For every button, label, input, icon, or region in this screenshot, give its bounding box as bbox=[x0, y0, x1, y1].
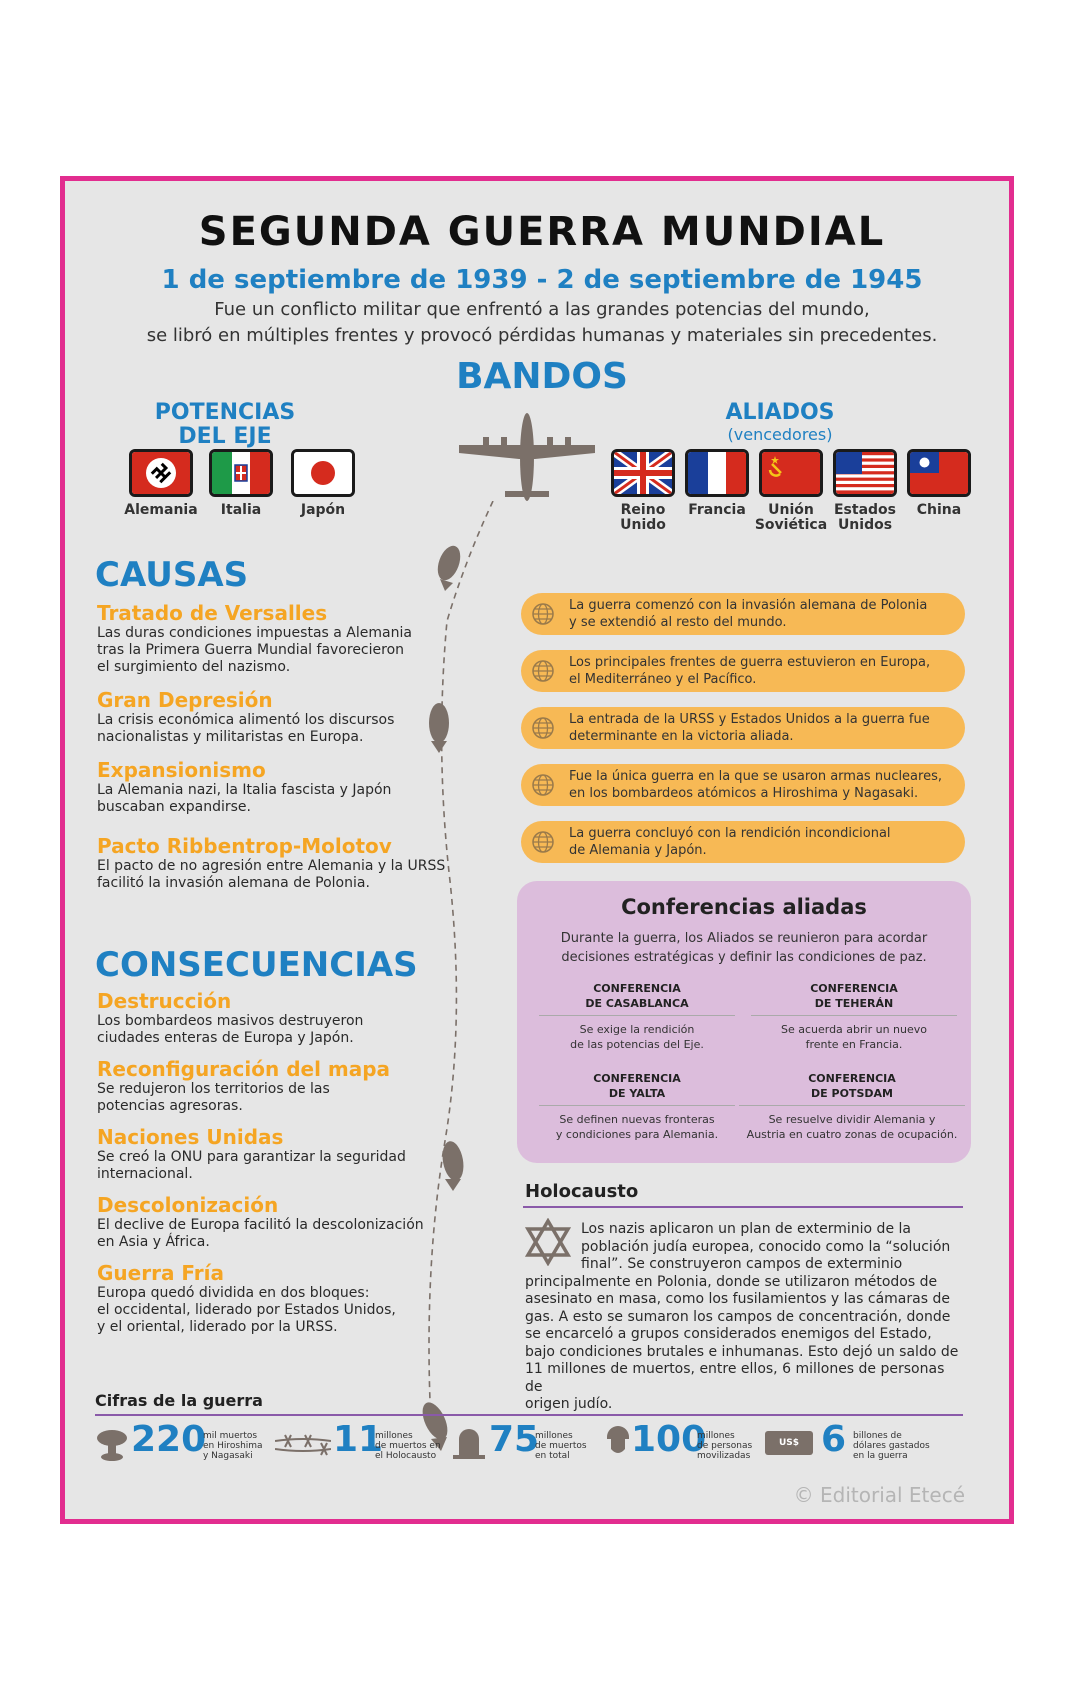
conferencias-title: Conferencias aliadas bbox=[621, 895, 867, 919]
stat-label bbox=[535, 1431, 595, 1461]
conferencia-name: DE TEHERÁN bbox=[814, 997, 894, 1010]
flag-label: Italia bbox=[220, 502, 262, 518]
ussr-flag-icon bbox=[759, 449, 823, 497]
fact-text bbox=[569, 768, 959, 802]
consecuencia-text: ciudades enteras de Europa y Japón. bbox=[97, 1030, 354, 1046]
causas-list bbox=[97, 601, 467, 892]
causa-text: buscaban expandirse. bbox=[97, 799, 251, 815]
stat-label-line: y Nagasaki bbox=[203, 1451, 253, 1461]
holocausto-title: Holocausto bbox=[525, 1181, 639, 1202]
china-flag-icon bbox=[907, 449, 971, 497]
intro-line: Fue un conflicto militar que enfrentó a las grandes potencias del mundo, bbox=[214, 299, 870, 320]
consecuencia-heading: Guerra Fría bbox=[97, 1261, 225, 1285]
eje-title-line: POTENCIAS bbox=[154, 400, 296, 425]
stat-label-line: millones bbox=[375, 1431, 413, 1441]
consecuencias-title: CONSECUENCIAS bbox=[95, 945, 418, 985]
conferencia-potsdam bbox=[739, 1071, 965, 1142]
conferencia-casablanca bbox=[539, 981, 735, 1052]
consecuencia-heading: Descolonización bbox=[97, 1193, 279, 1217]
consecuencia-text: El declive de Europa facilitó la descolonización bbox=[97, 1217, 424, 1233]
mushroom-cloud-icon bbox=[95, 1429, 129, 1461]
holocausto-line: gas. A esto se sumaron los campos de concentración, donde bbox=[525, 1308, 951, 1325]
conferencia-label: CONFERENCIA bbox=[593, 982, 681, 995]
consecuencia-text: Los bombardeos masivos destruyeron bbox=[97, 1013, 364, 1029]
uk-flag-icon bbox=[611, 449, 675, 497]
stat-label-line: dólares gastados bbox=[853, 1441, 930, 1451]
fact-text bbox=[569, 825, 959, 859]
conferencias-intro-line: Durante la guerra, los Aliados se reunieron para acordar bbox=[560, 931, 928, 946]
globe-icon bbox=[531, 830, 555, 854]
causa-heading: Gran Depresión bbox=[97, 688, 273, 712]
holocausto-line: final”. Se construyeron campos de exterminio bbox=[581, 1256, 903, 1272]
globe-icon bbox=[531, 716, 555, 740]
stat-label-line: millones bbox=[697, 1431, 735, 1441]
globe-icon bbox=[531, 602, 555, 626]
causa-text: La Alemania nazi, la Italia fascista y Japón bbox=[97, 782, 392, 798]
flag-label bbox=[899, 503, 979, 518]
stat-label-line: millones bbox=[535, 1431, 573, 1441]
conferencias-intro bbox=[517, 929, 971, 967]
flag-label: Japón bbox=[300, 502, 346, 518]
fact-text bbox=[569, 597, 959, 631]
aliados-subtitle: (vencedores) bbox=[727, 425, 833, 444]
stat-label bbox=[697, 1431, 757, 1461]
consecuencia-item bbox=[97, 1193, 477, 1251]
consecuencia-text: internacional. bbox=[97, 1166, 193, 1182]
fact-line: La guerra comenzó con la invasión alemana de Polonia bbox=[569, 598, 928, 613]
date-range: 1 de septiembre de 1939 - 2 de septiembre de 1945 bbox=[161, 265, 923, 295]
holocausto-line: asesinato en masa, como los fusilamientos y las cámaras de bbox=[525, 1291, 950, 1307]
eje-title bbox=[125, 401, 325, 449]
consecuencia-text: potencias agresoras. bbox=[97, 1098, 243, 1114]
section-divider bbox=[95, 1414, 963, 1416]
conferencias-intro-line: decisiones estratégicas y definir las condiciones de paz. bbox=[561, 950, 927, 965]
poster bbox=[60, 176, 1014, 1524]
causa-text: tras la Primera Guerra Mundial favorecieron bbox=[97, 642, 405, 658]
flag-label-line: Unión bbox=[768, 502, 814, 518]
flag-label-line: China bbox=[916, 502, 962, 518]
stat-label-line: movilizadas bbox=[697, 1451, 751, 1461]
flag-label bbox=[677, 503, 757, 518]
causa-item bbox=[97, 601, 467, 676]
usa-flag-icon bbox=[833, 449, 897, 497]
consecuencia-heading: Destrucción bbox=[97, 989, 232, 1013]
conferencia-label: CONFERENCIA bbox=[810, 982, 898, 995]
stat-label-line: mil muertos bbox=[203, 1431, 258, 1441]
holocausto-line: 11 millones de muertos, entre ellos, 6 millones de personas de bbox=[525, 1361, 945, 1395]
conferencia-yalta bbox=[539, 1071, 735, 1142]
fact-line: el Mediterráneo y el Pacífico. bbox=[569, 672, 757, 687]
holocausto-line: bajo condiciones brutales e inhumanas. Esto dejó un saldo de bbox=[525, 1343, 959, 1360]
tombstone-icon bbox=[451, 1427, 487, 1459]
causa-heading: Pacto Ribbentrop-Molotov bbox=[97, 834, 392, 858]
stat-label-line: de muertos bbox=[535, 1441, 587, 1451]
conferencia-text: de las potencias del Eje. bbox=[570, 1038, 704, 1051]
conferencia-teheran bbox=[751, 981, 957, 1052]
conferencia-label: CONFERENCIA bbox=[593, 1072, 681, 1085]
fact-pill bbox=[521, 707, 965, 749]
causa-text: facilitó la invasión alemana de Polonia. bbox=[97, 875, 370, 891]
section-divider bbox=[523, 1206, 963, 1208]
bomber-plane-icon bbox=[457, 409, 597, 505]
conferencia-text: Se exige la rendición bbox=[579, 1023, 695, 1036]
conferencia-text: Se acuerda abrir un nuevo bbox=[780, 1023, 928, 1036]
flag-label-line: Unido bbox=[620, 517, 666, 533]
consecuencia-item bbox=[97, 1057, 477, 1115]
fact-text bbox=[569, 654, 959, 688]
causa-text: el surgimiento del nazismo. bbox=[97, 659, 291, 675]
germany-flag-icon bbox=[129, 449, 193, 497]
consecuencia-text: en Asia y África. bbox=[97, 1234, 210, 1250]
fact-line: Los principales frentes de guerra estuvieron en Europa, bbox=[569, 655, 931, 670]
holocausto-line: principalmente en Polonia, donde se utilizaron métodos de bbox=[525, 1273, 938, 1290]
consecuencia-item bbox=[97, 1261, 477, 1336]
causa-text: El pacto de no agresión entre Alemania y la URSS bbox=[97, 858, 446, 874]
causas-title: CAUSAS bbox=[95, 555, 249, 595]
aliados-title-text: ALIADOS bbox=[725, 400, 835, 425]
france-flag-icon bbox=[685, 449, 749, 497]
causa-text: nacionalistas y militaristas en Europa. bbox=[97, 729, 364, 745]
stat-label-line: en total bbox=[535, 1451, 570, 1461]
conferencia-text: Se resuelve dividir Alemania y bbox=[768, 1113, 936, 1126]
fact-line: en los bombardeos atómicos a Hiroshima y Nagasaki. bbox=[569, 786, 919, 801]
soldier-head-icon bbox=[605, 1425, 631, 1459]
causa-item bbox=[97, 758, 467, 816]
holocausto-line: se encarceló a grupos considerados enemigos del Estado, bbox=[525, 1326, 932, 1342]
aliados-title bbox=[675, 401, 885, 445]
intro-line: se libró en múltiples frentes y provocó pérdidas humanas y materiales sin precedentes. bbox=[146, 325, 938, 346]
causa-heading: Expansionismo bbox=[97, 758, 266, 782]
page-title: SEGUNDA GUERRA MUNDIAL bbox=[198, 209, 886, 255]
conferencia-text: frente en Francia. bbox=[805, 1038, 903, 1051]
stat-label-line: el Holocausto bbox=[375, 1451, 437, 1461]
italy-flag-icon bbox=[209, 449, 273, 497]
conferencias-box bbox=[517, 881, 971, 1163]
fact-pill bbox=[521, 593, 965, 635]
fact-line: Fue la única guerra en la que se usaron armas nucleares, bbox=[569, 769, 942, 784]
intro-text bbox=[65, 297, 1019, 349]
consecuencia-text: Europa quedó dividida en dos bloques: bbox=[97, 1285, 370, 1301]
causa-text: Las duras condiciones impuestas a Alemania bbox=[97, 625, 412, 641]
flag-label-line: Soviética bbox=[754, 517, 828, 533]
holocausto-line: origen judío. bbox=[525, 1396, 613, 1412]
causa-heading: Tratado de Versalles bbox=[97, 601, 328, 625]
bandos-title: BANDOS bbox=[456, 356, 628, 397]
stat-label bbox=[375, 1431, 445, 1461]
holocausto-line: población judía europea, conocido como la “solución bbox=[581, 1238, 951, 1255]
conferencia-text: y condiciones para Alemania. bbox=[555, 1128, 719, 1141]
globe-icon bbox=[531, 659, 555, 683]
stat-label bbox=[853, 1431, 933, 1461]
fact-pill bbox=[521, 650, 965, 692]
causa-text: La crisis económica alimentó los discursos bbox=[97, 712, 395, 728]
causa-item bbox=[97, 834, 467, 892]
conferencia-text: Se definen nuevas fronteras bbox=[559, 1113, 715, 1126]
conferencia-name: DE CASABLANCA bbox=[585, 997, 689, 1010]
stat-label-line: de muertos en bbox=[375, 1441, 441, 1451]
consecuencia-text: Se redujeron los territorios de las bbox=[97, 1081, 330, 1097]
flag-label bbox=[751, 503, 831, 533]
editorial-credit: © Editorial Etecé bbox=[793, 1483, 965, 1507]
consecuencia-item bbox=[97, 1125, 477, 1183]
fact-line: determinante en la victoria aliada. bbox=[569, 729, 794, 744]
fact-line: y se extendió al resto del mundo. bbox=[569, 615, 787, 630]
stat-label bbox=[203, 1431, 273, 1461]
causa-item bbox=[97, 688, 467, 746]
consecuencia-text: y el oriental, liderado por la URSS. bbox=[97, 1319, 338, 1335]
money-icon: US$ bbox=[765, 1431, 813, 1455]
stat-value: 6 bbox=[821, 1419, 847, 1460]
consecuencia-item bbox=[97, 989, 477, 1047]
stat-value: 100 bbox=[631, 1419, 707, 1460]
fact-line: La entrada de la URSS y Estados Unidos a la guerra fue bbox=[569, 712, 930, 727]
consecuencia-heading: Naciones Unidas bbox=[97, 1125, 284, 1149]
japan-flag-icon bbox=[291, 449, 355, 497]
eje-title-line: DEL EJE bbox=[178, 424, 272, 449]
holocausto-line: Los nazis aplicaron un plan de exterminio de la bbox=[581, 1221, 911, 1237]
barbed-wire-icon bbox=[275, 1433, 331, 1457]
fact-pill bbox=[521, 764, 965, 806]
cifras-title: Cifras de la guerra bbox=[95, 1391, 263, 1410]
consecuencias-list bbox=[97, 989, 477, 1336]
fact-line: de Alemania y Japón. bbox=[569, 843, 707, 858]
holocausto-text bbox=[525, 1221, 965, 1414]
fact-text bbox=[569, 711, 959, 745]
flag-label bbox=[603, 503, 683, 533]
stat-label-line: en Hiroshima bbox=[203, 1441, 263, 1451]
consecuencia-text: Se creó la ONU para garantizar la seguridad bbox=[97, 1149, 406, 1165]
flag-label-line: Reino bbox=[620, 502, 666, 518]
stat-label-line: billones de bbox=[853, 1431, 902, 1441]
flag-label-line: Unidos bbox=[837, 517, 893, 533]
conferencia-text: Austria en cuatro zonas de ocupación. bbox=[746, 1128, 958, 1141]
stat-value: 220 bbox=[131, 1419, 207, 1460]
fact-pill bbox=[521, 821, 965, 863]
globe-icon bbox=[531, 773, 555, 797]
stat-value: 75 bbox=[489, 1419, 540, 1460]
stat-label-line: en la guerra bbox=[853, 1451, 908, 1461]
conferencia-label: CONFERENCIA bbox=[808, 1072, 896, 1085]
flag-label bbox=[825, 503, 905, 533]
consecuencia-heading: Reconfiguración del mapa bbox=[97, 1057, 391, 1081]
fact-line: La guerra concluyó con la rendición incondicional bbox=[569, 826, 891, 841]
flag-label-line: Estados bbox=[833, 502, 896, 518]
stat-label-line: de personas bbox=[697, 1441, 753, 1451]
flag-label: Alemania bbox=[124, 502, 198, 518]
conferencia-name: DE POTSDAM bbox=[811, 1087, 893, 1100]
conferencia-name: DE YALTA bbox=[608, 1087, 666, 1100]
stat-value: 11 bbox=[333, 1419, 384, 1460]
consecuencia-text: el occidental, liderado por Estados Unidos, bbox=[97, 1302, 396, 1318]
flag-label-line: Francia bbox=[688, 502, 746, 518]
